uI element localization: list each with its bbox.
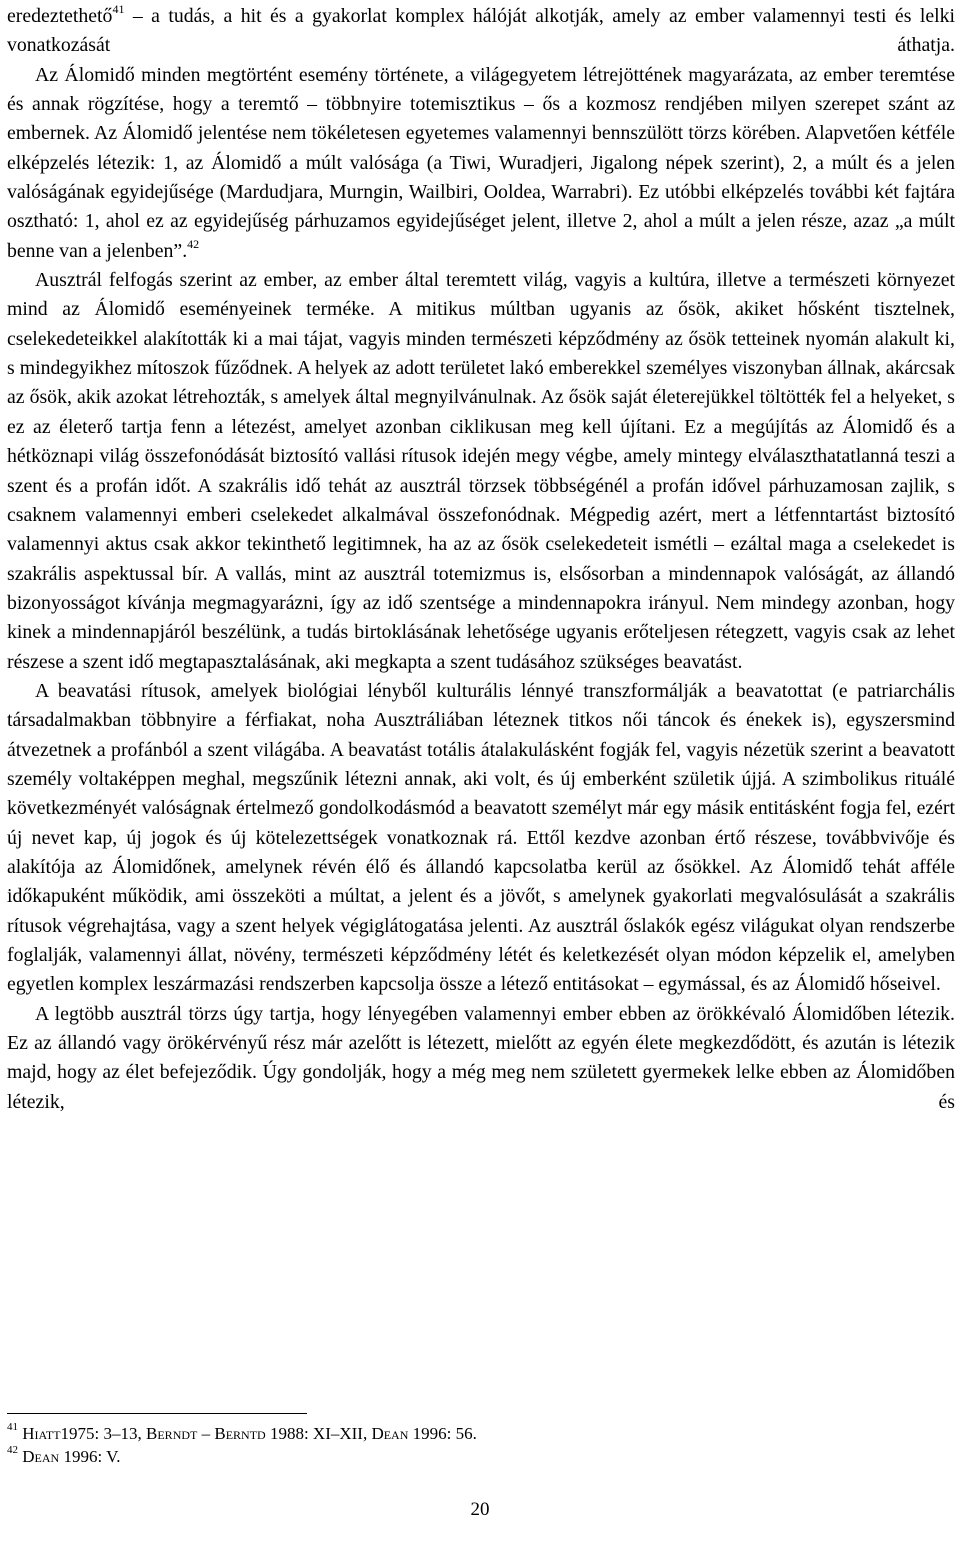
footnote-number: 42 <box>7 1444 18 1457</box>
footnote-text: 1975: 3–13, <box>60 1424 147 1443</box>
page-number: 20 <box>470 1499 490 1520</box>
footnote-text: 1996: V. <box>59 1447 121 1466</box>
paragraph-2-text: Az Álomidő minden megtörtént esemény története, a világegyetem létrejöttének magyarázata, az ember teremtése és annak rögzítése, hogy a teremtő – többnyire totemisztikus – ős a kozmosz rendjében milyen szerepet szánt az embernek. Az Álomidő jelentése nem tökéletesen egyetemes valamennyi bennszülött törzs körében. Alapvetően kétféle elképzelés létezik: 1, az Álomidő a múlt valósága (a Tiwi, Wuradjeri, Jigalong népek szerint), 2, a múlt és a jelen valóságának egyidejűsége (Mardudjara, Murngin, Wailbiri, Ooldea, Warrabri). Ez utóbbi elképzelés további két fajtára osztható: 1, ahol ez az egyidejűség párhuzamos egyidejűséget jelent, illetve 2, ahol a múlt a jelen része, azaz „a múlt benne van a jelenben”. <box>7 63 955 262</box>
footnote-42 <box>7 1445 955 1468</box>
paragraph-3: Ausztrál felfogás szerint az ember, az ember által teremtett világ, vagyis a kultúra, illetve a természeti környezet mind az Álomidő eseményeinek terméke. A mitikus múltban ugyanis az ősök, akiket hősként tisztelnek, cselekedeteikkel alakították ki a mai tájat, vagyis minden természeti képződmény az ősök tetteinek nyomán alakult ki, s mindegyikhez mítoszok fűződnek. A helyek az adott területet lakó emberekkel személyes viszonyban állnak, akárcsak az ősök, akik azokat létrehozták, s amelyek által megnyilvánulnak. Az ősök saját életerejükkel töltötték fel a helyeket, s ez az életerő tartja fenn a létezést, amelyet azonban ciklikusan meg kell újítani. Ez a megújítás az Álomidő és a hétköznapi világ összefonódását biztosító vallási rítusok idején megy végbe, amely mintegy elválaszthatatlanná teszi a szent és a profán időt. A szakrális idő tehát az ausztrál törzsek többségénél a profán idővel párhuzamosan zajlik, s csaknem valamennyi emberi cselekedet alkalmával összefonódnak. Mégpedig azért, mert a létfenntartást biztosító valamennyi aktus csak akkor tekinthető legitimnek, ha az az ősök cselekedeteit ismétli – ezáltal maga a cselekedet is szakrális aspektussal bír. A vallás, mint az ausztrál totemizmus is, elsősorban a mindennapok valóságát, az állandó bizonyosságot kívánja megmagyarázni, így az idő szentsége a mindennapokra irányul. Nem mindegy azonban, hogy kinek a mindennapjáról beszélünk, a tudás birtoklásának lehetősége ugyanis erőteljesen rétegzett, vagyis csak az lehet részese a szent idő megtapasztalásának, aki megkapta a szent tudásához szükséges beavatást. <box>7 269 955 673</box>
footnote-author: Dean <box>371 1424 409 1443</box>
paragraph-1-text-b: – a tudás, a hit és a gyakorlat komplex hálóját alkotják, amely az ember valamennyi testi és lelki vonatkozását áthatja. <box>7 5 955 57</box>
document-page <box>7 2 955 1117</box>
paragraph-5: A legtöbb ausztrál törzs úgy tartja, hogy lényegében valamennyi ember ebben az örökkévaló Álomidőben létezik. Ez az állandó vagy örökérvényű rész már azelőtt is létezett, mielőtt az egyén élete megkezdődött, és azután is létezik majd, hogy az élet befejeződik. Úgy gondolják, hogy a még meg nem született gyermekek lelke ebben az Álomidőben létezik, és <box>7 1002 955 1113</box>
footnote-author: Berndt – Berntd <box>146 1424 266 1443</box>
paragraph-2 <box>7 61 955 266</box>
footnotes <box>7 1413 955 1468</box>
footnote-author: Dean <box>22 1447 60 1466</box>
footnote-author: Hiatt <box>22 1424 61 1443</box>
footnote-number: 41 <box>7 1421 18 1434</box>
footnote-ref-41[interactable]: 41 <box>112 2 125 17</box>
paragraph-4: A beavatási rítusok, amelyek biológiai lényből kulturális lénnyé transzformálják a beavatottat (e patriarchális társadalmakban többnyire a férfiakat, noha Ausztráliában léteznek titkos női táncok és énekek is), egyszersmind átvezetnek a profánból a szent világába. A beavatást totális átalakulásként fogják fel, vagyis nézetük szerint a beavatott személy voltaképpen meghal, megszűnik létezni annak, aki volt, és új emberként születik újjá. A szimbolikus rituálé következményét valóságnak értelmező gondolkodásmód a beavatott személyt már egy másik entitásként fogja fel, ezért új nevet kap, új jogok és új kötelezettségek vonatkoznak rá. Ettől kezdve azonban értő részese, továbbvivője és alakítója az Álomidőnek, amelynek révén élő és állandó kapcsolatba kerül az ősökkel. Az Álomidő tehát afféle időkapuként működik, ami összeköti a múltat, a jelent és a jövőt, s amelynek gyakorlati megvalósulását a szakrális rítusok végrehajtása, vagy a szent helyek végiglátogatása jelenti. Az ausztrál őslakók egész világukat olyan rendszerbe foglalják, valamennyi állat, növény, természeti képződmény létét és keletkezését olyan módon képzelik el, amelyben egyetlen komplex leszármazási rendszerben kapcsolja össze a létező entitásokat – egymással, és az Álomidő hőseivel. <box>7 679 955 996</box>
footnote-text: 1988: XI–XII, <box>265 1424 372 1443</box>
footnote-text: 1996: 56. <box>408 1424 477 1443</box>
footnote-separator <box>7 1413 307 1414</box>
paragraph-1-text-a: eredeztethető <box>7 5 113 27</box>
footnote-41 <box>7 1422 955 1445</box>
footnote-ref-42[interactable]: 42 <box>187 237 200 252</box>
paragraph-1 <box>7 2 955 61</box>
